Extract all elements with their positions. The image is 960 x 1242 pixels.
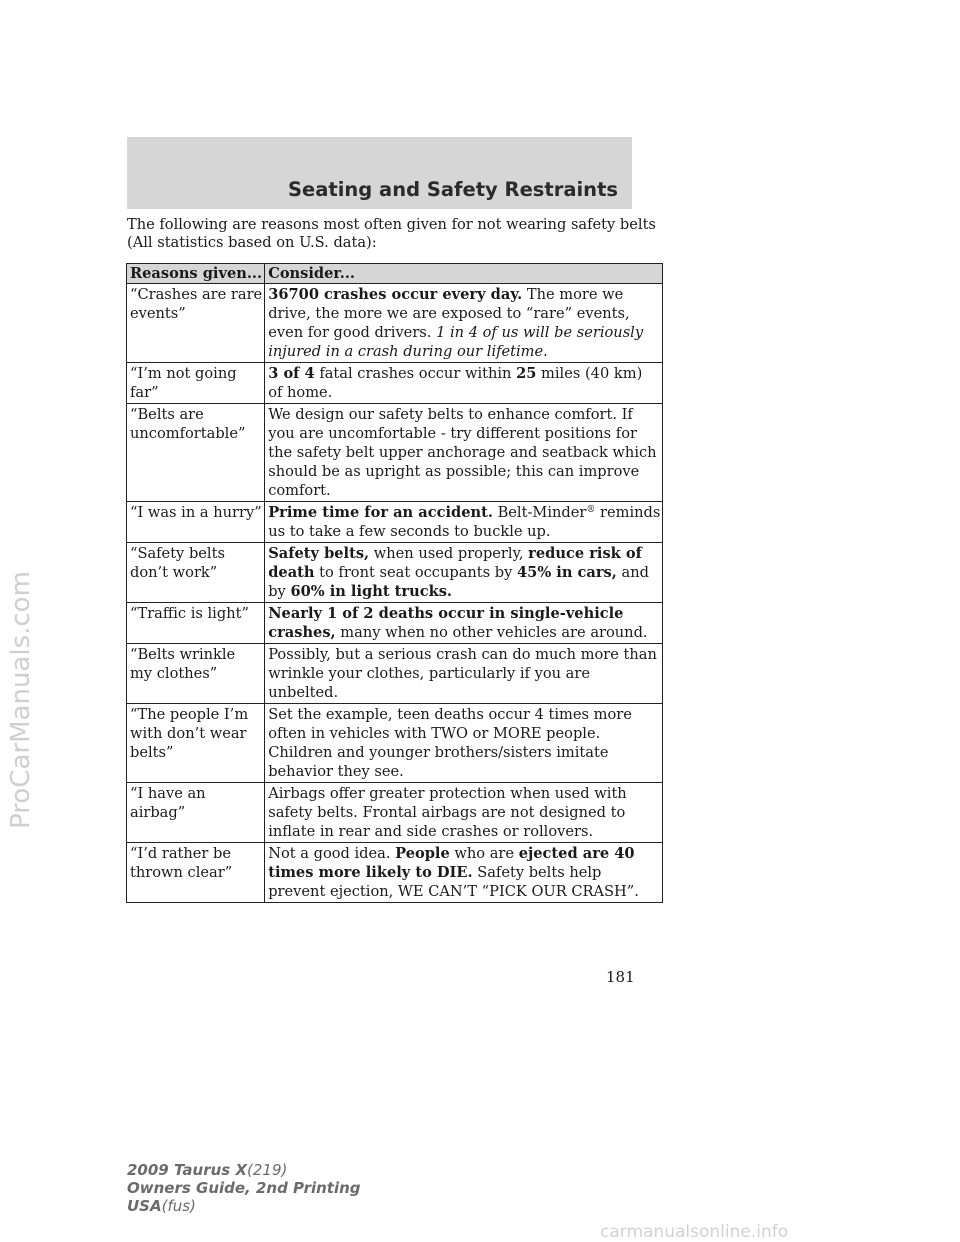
text-run: inflate in rear and side crashes or rollovers. [268,823,594,840]
reason-line: “Crashes are rare [130,286,263,303]
consider-line [268,462,660,481]
consider-cell [265,404,663,502]
consider-line [268,784,660,803]
reason-cell [127,783,265,843]
reason-line: “Safety belts [130,545,225,562]
watermark-vertical-text: ProCarManuals.com [6,571,36,829]
table-row [127,284,663,363]
reason-line: “I’d rather be [130,845,232,862]
text-run: comfort. [268,482,331,499]
consider-line [268,582,660,601]
reason-line: my clothes” [130,665,218,682]
footer-line [127,1197,361,1215]
consider-line [268,563,660,582]
consider-line [268,863,660,882]
text-run: unbelted. [268,684,339,701]
consider-line [268,383,660,402]
text-run: Not a good idea. [268,845,396,862]
consider-cell [265,543,663,603]
consider-line [268,844,660,863]
text-run: 45% in cars, [517,564,617,581]
text-run: safety belts. Frontal airbags are not designed to [268,804,626,821]
intro-line: The following are reasons most often given for not wearing safety belts [127,216,656,233]
text-run: 1 in 4 of us will be seriously [436,324,644,341]
text-run: of home. [268,384,333,401]
print-footer [127,1161,361,1215]
consider-cell [265,363,663,404]
intro-line: (All statistics based on U.S. data): [127,234,377,251]
consider-line [268,544,660,563]
consider-line [268,762,660,781]
text-run: to front seat occupants by [314,564,518,581]
text-run: Nearly 1 of 2 deaths occur in single-vehicle [268,605,624,622]
consider-line [268,481,660,500]
section-header-band [127,137,632,209]
consider-cell [265,502,663,543]
consider-line [268,882,660,901]
text-run: reminds [595,504,661,521]
text-run: Airbags offer greater protection when used with [268,785,627,802]
reason-cell [127,543,265,603]
consider-cell [265,644,663,704]
text-run: Set the example, teen deaths occur 4 times more [268,706,632,723]
table-row [127,644,663,704]
reason-cell [127,704,265,783]
reason-line: “Traffic is light” [130,605,249,622]
consider-cell [265,704,663,783]
header-reasons-given: Reasons given... [127,264,265,284]
text-run: 25 [516,365,537,382]
consider-line [268,705,660,724]
text-run: behavior they see. [268,763,404,780]
table-row [127,543,663,603]
consider-line [268,304,660,323]
consider-cell [265,783,663,843]
text-run: 3 of 4 [268,365,315,382]
text-run: wrinkle your clothes, particularly if you are [268,665,590,682]
consider-cell [265,284,663,363]
reason-line: “I have an [130,785,206,802]
consider-line [268,664,660,683]
reason-line: belts” [130,744,174,761]
consider-line [268,503,660,522]
reason-cell [127,284,265,363]
text-run: fatal crashes occur within [314,365,517,382]
reason-cell [127,502,265,543]
consider-line [268,323,660,342]
text-run: and [616,564,649,581]
text-run: the safety belt upper anchorage and seatback which [268,444,657,461]
reason-line: uncomfortable” [130,425,246,442]
reason-line: thrown clear” [130,864,233,881]
consider-line [268,623,660,642]
table-row [127,363,663,404]
consider-cell [265,603,663,644]
footer-model: 2009 Taurus X [127,1161,248,1179]
table-header-row [127,264,663,284]
table-row [127,783,663,843]
text-run: The more we [522,286,624,303]
footer-edition: Owners Guide, 2nd Printing [127,1179,361,1197]
text-run: We design our safety belts to enhance comfort. If [268,406,633,423]
text-run: us to take a few seconds to buckle up. [268,523,551,540]
text-run: Possibly, but a serious crash can do much more than [268,646,657,663]
reason-line: with don’t wear [130,725,247,742]
consider-line [268,342,660,361]
table-row [127,603,663,644]
text-run: you are uncomfortable - try different positions for [268,425,637,442]
table-row [127,843,663,903]
text-run: by [268,583,291,600]
page-number: 181 [606,968,635,986]
reason-line: “The people I’m [130,706,249,723]
text-run: drive, the more we are exposed to “rare” events, [268,305,630,322]
footer-market: USA [127,1197,162,1215]
text-run: often in vehicles with TWO or MORE people. [268,725,601,742]
reason-line: “Belts are [130,406,204,423]
reasons-table [126,263,663,903]
text-run: Safety belts help [472,864,602,881]
text-run: should be as upright as possible; this can improve [268,463,640,480]
consider-line [268,443,660,462]
reason-cell [127,644,265,704]
text-run: ejected are 40 [518,845,635,862]
reason-line: airbag” [130,804,186,821]
text-run: Safety belts, [268,545,370,562]
text-run: 60% in light trucks. [290,583,452,600]
consider-line [268,743,660,762]
reason-cell [127,363,265,404]
watermark-bottom: carmanualsonline.info [600,1222,789,1242]
text-run: prevent ejection, WE CAN’T “PICK OUR CRASH”. [268,883,639,900]
consider-line [268,424,660,443]
consider-line [268,364,660,383]
text-run: crashes, [268,624,336,641]
footer-code: (219) [247,1161,288,1179]
reason-line: don’t work” [130,564,218,581]
footer-market-code: (fus) [161,1197,196,1215]
reason-cell [127,603,265,644]
reason-cell [127,843,265,903]
consider-line [268,285,660,304]
consider-line [268,822,660,841]
text-run: Prime time for an accident. [268,504,493,521]
reason-cell [127,404,265,502]
reason-line: “I was in a hurry” [130,504,262,521]
intro-paragraph [127,216,656,252]
reason-line: “I’m not going [130,365,237,382]
footer-line [127,1179,361,1197]
consider-line [268,604,660,623]
text-run: reduce risk of [528,545,642,562]
table-row [127,502,663,543]
text-run: when used properly, [369,545,529,562]
reason-line: events” [130,305,186,322]
text-run: times more likely to DIE. [268,864,473,881]
consider-line [268,405,660,424]
header-consider: Consider... [265,264,663,284]
text-run: Belt-Minder [492,504,587,521]
consider-line [268,724,660,743]
consider-cell [265,843,663,903]
text-run: miles (40 km) [536,365,643,382]
text-run: many when no other vehicles are around. [335,624,648,641]
footer-line [127,1161,361,1179]
text-run: People [395,845,450,862]
table-row [127,404,663,502]
consider-line [268,645,660,664]
reason-line: far” [130,384,159,401]
text-run: Children and younger brothers/sisters imitate [268,744,609,761]
text-run: injured in a crash during our lifetime. [268,343,548,360]
table-row [127,704,663,783]
reason-line: “Belts wrinkle [130,646,236,663]
registered-mark: ® [586,505,596,515]
consider-line [268,803,660,822]
consider-line [268,683,660,702]
text-run: even for good drivers. [268,324,437,341]
text-run: who are [449,845,519,862]
text-run: death [268,564,315,581]
section-title: Seating and Safety Restraints [287,178,618,201]
text-run: 36700 crashes occur every day. [268,286,523,303]
consider-line [268,522,660,541]
